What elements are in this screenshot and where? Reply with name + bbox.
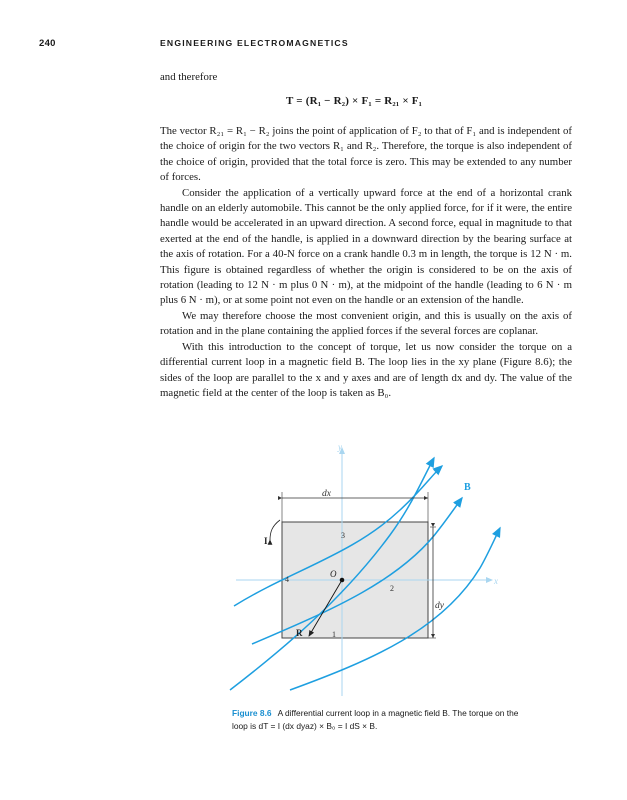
torque-equation: T = (R₁ − R₂) × F₁ = R₂₁ × F₁ bbox=[286, 95, 423, 107]
dx-label: dx bbox=[322, 489, 331, 499]
side-4-label: 4 bbox=[285, 575, 289, 584]
x-axis-label: x bbox=[494, 576, 498, 586]
body-paragraphs bbox=[160, 124, 572, 401]
current-loop-diagram bbox=[222, 440, 522, 698]
running-title: ENGINEERING ELECTROMAGNETICS bbox=[160, 38, 349, 48]
side-1-label: 1 bbox=[332, 630, 336, 639]
current-label: I bbox=[264, 536, 268, 546]
caption-label: Figure 8.6 bbox=[232, 708, 272, 718]
caption-text: A differential current loop in a magnetic field B. The torque on the loop is dT = I (dx dyaz) × B₀ = I dS × B. bbox=[232, 708, 519, 731]
dy-label: dy bbox=[435, 601, 444, 611]
figure-caption bbox=[232, 707, 532, 732]
field-label: B bbox=[464, 482, 471, 493]
origin-label: O bbox=[330, 569, 337, 579]
y-axis-label: y bbox=[338, 442, 342, 452]
paragraph-2: Consider the application of a vertically upward force at the end of a horizontal crank handle on an elderly automobile. This cannot be the only applied force, for if it were, the entire handle would be accelerated in an upward direction. A second force, equal in magnitude to that exerted at the end of the handle, is applied in a downward direction by the bearing surface at the axis of rotation. For a 40-N force on a crank handle 0.3 m in length, the torque is 12 N · m. This figure is obtained regardless of whether the origin is considered to be on the axis of rotation (leading to 12 N · m plus 0 N · m), at the midpoint of the handle (leading to 6 N · m plus 6 N · m), or at some point not even on the handle or an extension of the handle. bbox=[160, 186, 572, 307]
paragraph-3: We may therefore choose the most convenient origin, and this is usually on the axis of rotation and in the plane containing the applied forces if the several forces are coplanar. bbox=[160, 309, 572, 338]
paragraph-4: With this introduction to the concept of torque, let us now consider the torque on a differential current loop in a magnetic field B. The loop lies in the xy plane (Figure 8.6); the sides of the loop are parallel to the x and y axes and are of length dx and dy. The value of the magnetic field at the center of the loop is taken as B₀. bbox=[160, 340, 572, 399]
side-2-label: 2 bbox=[390, 584, 394, 593]
paragraph-1: The vector R₂₁ = R₁ − R₂ joins the point of application of F₂ to that of F₁ and is independent of the choice of origin for the two vectors R₁ and R₂. Therefore, the torque is also independent of the choice of origin, provided that the total force is zero. This may be extended to any number of forces. bbox=[160, 125, 572, 184]
figure-8-6 bbox=[222, 440, 522, 698]
lead-line bbox=[160, 70, 572, 85]
page-number: 240 bbox=[39, 38, 56, 49]
side-3-label: 3 bbox=[341, 531, 345, 540]
current-arrow bbox=[270, 520, 280, 540]
lead-text: and therefore bbox=[160, 71, 218, 83]
radius-label: R bbox=[296, 628, 303, 638]
